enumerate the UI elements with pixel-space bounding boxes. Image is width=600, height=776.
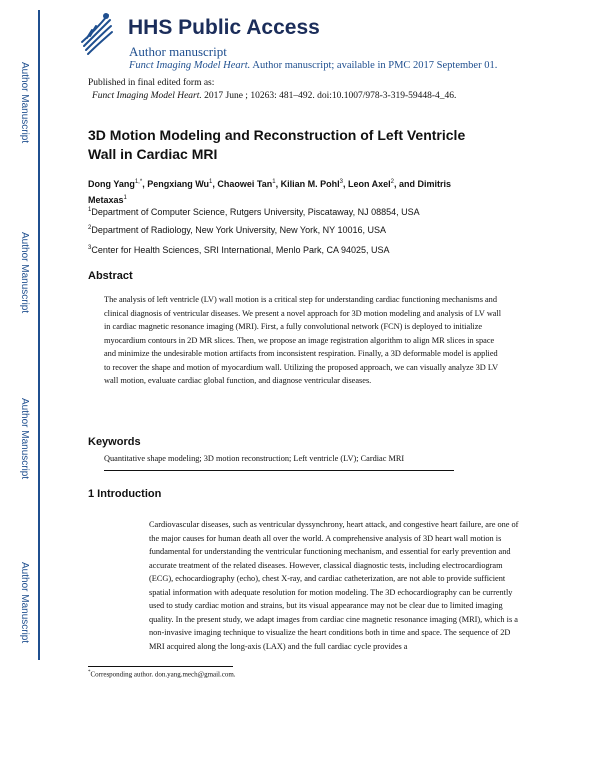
introduction-heading: 1 Introduction <box>88 488 162 500</box>
footnote-marker: * <box>88 670 91 675</box>
abstract-heading: Abstract <box>88 270 133 282</box>
affiliation-marker: 2 <box>88 225 92 231</box>
header-journal-line <box>129 60 497 71</box>
affiliation-text: Department of Radiology, New York University, New York, NY 10016, USA <box>91 225 386 235</box>
sidebar-label: Author Manuscript <box>19 232 30 314</box>
author-separator: , <box>275 179 281 189</box>
author-name: Chaowei Tan <box>217 179 273 189</box>
author-affiliation-marker: 1 <box>123 195 127 201</box>
author-manuscript-sidebar <box>0 0 40 776</box>
author-name: Dimitris Metaxas <box>88 179 452 205</box>
affiliation <box>88 245 518 255</box>
sidebar-label: Author Manuscript <box>19 562 30 644</box>
author-name: Leon Axel <box>347 179 391 189</box>
author-name: Dong Yang <box>88 179 135 189</box>
footnote <box>88 670 236 678</box>
author-list <box>88 175 488 207</box>
publication-info <box>88 77 456 103</box>
citation-line <box>88 90 456 103</box>
keywords-heading: Keywords <box>88 436 141 448</box>
author-affiliation-marker: 1 <box>209 179 213 185</box>
author-separator: , <box>212 179 218 189</box>
footnote-text: Corresponding author. don.yang.mech@gmail.com. <box>90 670 236 679</box>
affiliation <box>88 225 518 235</box>
author-separator: , <box>142 179 148 189</box>
author-affiliation-marker: 2 <box>390 179 395 185</box>
author-name: Kilian M. Pohl <box>280 179 340 189</box>
header-subtitle: Author manuscript <box>129 44 227 59</box>
author-name: Pengxiang Wu <box>147 179 210 189</box>
abstract-body: The analysis of left ventricle (LV) wall motion is a critical step for understanding cardiac functioning mechanisms and clinical diagnosis of ventricular diseases. We present a novel approach for 3D motion modeling and analysis of LV wall in cardiac magnetic resonance imaging (MRI). First, a fully convolutional network (FCN) is deployed to initialize myocardium contours in 2D MR slices. Then, we propose an image registration algorithm to align MR slices in space and minimize the undesirable motion artifacts from inconsistent respiration. Finally, a 3D deformable model is applied to recover the shape and motion of myocardium wall. Utilizing the proposed approach, we can visually analyze 3D LV wall motion, evaluate cardiac global function, and diagnose ventricular diseases. <box>104 295 502 385</box>
sidebar-label: Author Manuscript <box>19 62 30 144</box>
hhs-header <box>78 8 578 71</box>
citation-journal: Funct Imaging Model Heart. <box>92 91 202 101</box>
keywords-text: Quantitative shape modeling; 3D motion reconstruction; Left ventricle (LV); Cardiac MRI <box>104 454 405 463</box>
author-affiliation-marker: 3 <box>339 179 343 185</box>
affiliation-text: Center for Health Sciences, SRI International, Menlo Park, CA 94025, USA <box>91 245 390 255</box>
affiliation-marker: 3 <box>88 245 92 251</box>
affiliation <box>88 207 518 217</box>
author-separator: , <box>342 179 348 189</box>
header-journal-name: Funct Imaging Model Heart. <box>129 60 251 71</box>
paper-title: 3D Motion Modeling and Reconstruction of Left Ventricle Wall in Cardiac MRI <box>88 127 466 162</box>
published-in-label: Published in final edited form as: <box>88 78 215 88</box>
footnote-rule <box>88 666 233 667</box>
header-availability: Author manuscript; available in PMC 2017 September 01. <box>250 60 498 71</box>
citation-details: 2017 June ; 10263: 481–492. doi:10.1007/978-3-319-59448-4_46. <box>201 91 457 101</box>
affiliation-text: Department of Computer Science, Rutgers University, Piscataway, NJ 08854, USA <box>91 207 420 217</box>
author-affiliation-marker: 1,* <box>134 179 143 185</box>
author-affiliation-marker: 1 <box>272 179 276 185</box>
header-title: HHS Public Access <box>128 16 320 39</box>
introduction-body: Cardiovascular diseases, such as ventricular dyssynchrony, heart attack, and congestive heart failure, are one of the major causes for human death all over the world. A comprehensive analysis of 3D heart wall motion is fundamental for understanding the ventricular functioning mechanism, and essential for early prevention and accurate treatment of the related diseases. However, classical diagnostic tests, including electrocardiogram (ECG), echocardiography (echo), chest X-ray, and cardiac catheterization, are not able to provide sufficient spatial information with adequate resolution for motion modeling. The 3D echocardiography can be currently used to study cardiac motion and strains, but its visual appearance may not be clear due to limited imaging quality. In the present study, we adapt images from cardiac cine magnetic resonance imaging (MRI), which is a non-invasive imaging technique to visualize the heart conditions both in time and space. The sequence of 2D MRI acquired along the long-axis (LAX) and the full cardiac cycle provides a <box>149 520 519 651</box>
keywords-rule <box>104 470 454 471</box>
hhs-eagle-logo-icon <box>78 8 114 58</box>
affiliation-marker: 1 <box>88 207 92 213</box>
sidebar-divider <box>38 10 40 660</box>
sidebar-label: Author Manuscript <box>19 398 30 480</box>
author-separator: , and <box>394 179 418 189</box>
